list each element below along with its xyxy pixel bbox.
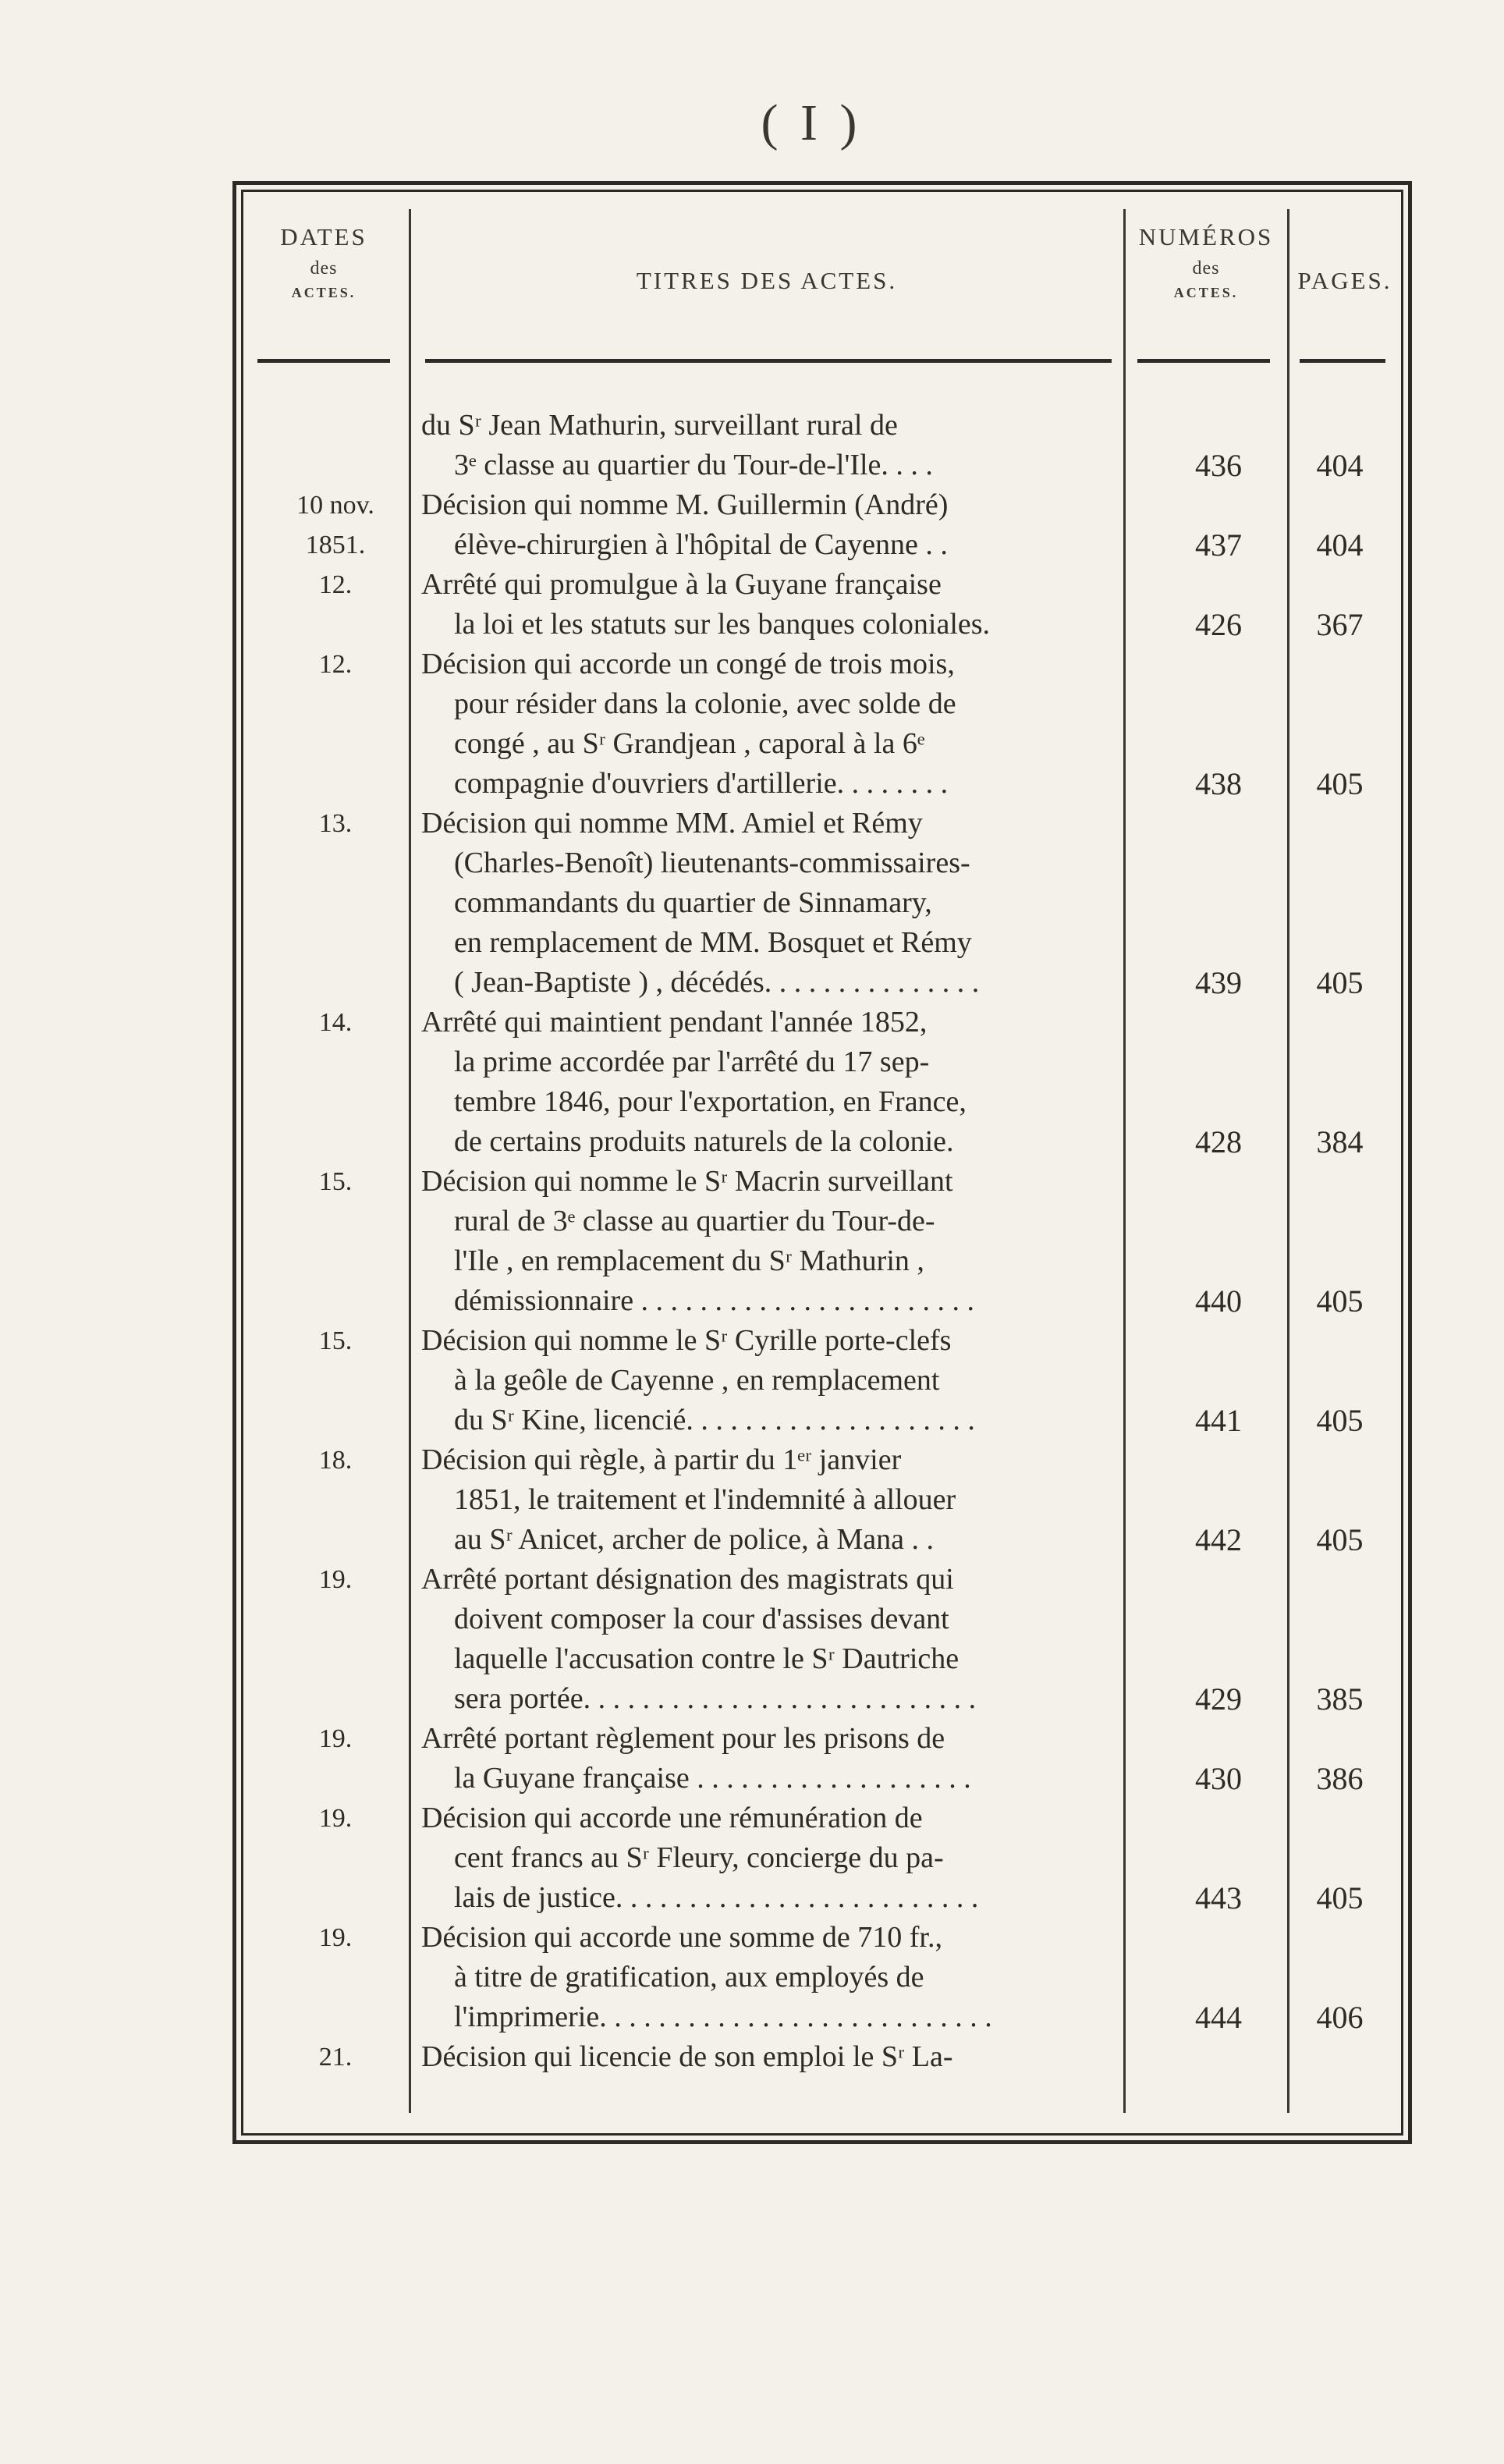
entry-line: [0, 1520, 1504, 1560]
entry-page: 405: [1316, 766, 1364, 801]
table-row: [0, 804, 1504, 1003]
entry-date: 14.: [318, 1008, 353, 1037]
entry-line: [0, 1003, 1504, 1042]
entry-title-text: Décision qui nomme le Sʳ Cyrille porte-clefs: [421, 1324, 952, 1357]
entry-line: [0, 1281, 1504, 1321]
entry-title-text: (Charles-Benoît) lieutenants-commissaires-: [454, 847, 970, 879]
entry-title-text: l'Ile , en remplacement du Sʳ Mathurin ,: [454, 1244, 924, 1277]
entry-date: 19.: [318, 1724, 353, 1753]
entry-date: 19.: [318, 1565, 353, 1594]
header-numeros-line3: ACTES.: [1173, 284, 1239, 300]
entry-page: 404: [1316, 527, 1364, 563]
entry-title-text: sera portée. . . . . . . . . . . . . . . . . . . . . . . . . . .: [454, 1682, 977, 1715]
entry-date: 13.: [318, 809, 353, 838]
entry-title-text: commandants du quartier de Sinnamary,: [454, 886, 932, 919]
entry-title-text: lais de justice. . . . . . . . . . . . . . . . . . . . . . . . .: [454, 1881, 979, 1914]
entry-title-text: Arrêté qui promulgue à la Guyane française: [421, 568, 942, 601]
entry-line: [0, 525, 1504, 565]
entry-numero: 442: [1195, 1522, 1242, 1557]
header-titles-label: TITRES DES ACTES.: [636, 267, 898, 294]
table-row: [0, 1003, 1504, 1162]
entry-numero: 439: [1195, 965, 1242, 1000]
entry-date: 12.: [318, 650, 353, 679]
entry-line: [0, 1599, 1504, 1639]
entry-line: [0, 485, 1504, 525]
entry-numero: 436: [1195, 448, 1242, 483]
entry-title-text: cent francs au Sʳ Fleury, concierge du pa-: [454, 1841, 944, 1874]
entry-title-text: en remplacement de MM. Bosquet et Rémy: [454, 926, 972, 959]
entry-title-text: démissionnaire . . . . . . . . . . . . . . . . . . . . . . .: [454, 1284, 975, 1317]
entry-title-text: du Sʳ Kine, licencié. . . . . . . . . . . . . . . . . . . .: [454, 1404, 975, 1436]
entry-title-text: à la geôle de Cayenne , en remplacement: [454, 1364, 940, 1397]
entry-title-text: 1851, le traitement et l'indemnité à allouer: [454, 1483, 956, 1516]
entry-line: [0, 1042, 1504, 1082]
entry-line: [0, 2037, 1504, 2077]
header-dates-line3: ACTES.: [291, 284, 356, 300]
entry-title-text: Décision qui licencie de son emploi le Sʳ La-: [421, 2040, 953, 2073]
entry-line: [0, 1679, 1504, 1719]
entry-title-text: Décision qui accorde une somme de 710 fr.,: [421, 1921, 942, 1954]
entry-title-text: l'imprimerie. . . . . . . . . . . . . . . . . . . . . . . . . . .: [454, 2001, 992, 2033]
entry-line: [0, 446, 1504, 485]
entry-line: [0, 764, 1504, 804]
entry-line: [0, 1480, 1504, 1520]
entry-title-text: Décision qui accorde une rémunération de: [421, 1802, 923, 1834]
entry-numero: 443: [1195, 1880, 1242, 1915]
page-number: ( I ): [761, 94, 862, 151]
header-pages-label: PAGES.: [1297, 267, 1392, 294]
entry-numero: 426: [1195, 607, 1242, 642]
entry-title-text: laquelle l'accusation contre le Sʳ Dautriche: [454, 1642, 960, 1675]
table-row: [0, 1798, 1504, 1918]
header-titles: [412, 264, 1122, 299]
entry-title-text: Arrêté portant règlement pour les prisons de: [421, 1722, 945, 1755]
entry-line: [0, 1878, 1504, 1918]
entry-title-text: au Sʳ Anicet, archer de police, à Mana . .: [454, 1523, 934, 1556]
entry-title-text: Décision qui nomme M. Guillermin (André): [421, 488, 949, 521]
entries-list: [0, 406, 1504, 2077]
entry-page: 384: [1316, 1124, 1364, 1159]
entry-page: 406: [1316, 2000, 1364, 2035]
header-dates-line2: des: [310, 257, 338, 279]
entry-title-text: la Guyane française . . . . . . . . . . . . . . . . . . .: [454, 1762, 971, 1795]
entry-page: 385: [1316, 1681, 1364, 1717]
entry-numero: 430: [1195, 1761, 1242, 1796]
entry-title-text: Décision qui règle, à partir du 1ᵉʳ janvier: [421, 1443, 902, 1476]
entry-page: 405: [1316, 965, 1364, 1000]
entry-title-text: la prime accordée par l'arrêté du 17 sep-: [454, 1046, 930, 1078]
header-rule-pages: [1300, 359, 1385, 363]
entry-line: [0, 1918, 1504, 1958]
entry-numero: 440: [1195, 1283, 1242, 1319]
entry-date: 1851.: [305, 531, 366, 559]
entry-title-text: la loi et les statuts sur les banques coloniales.: [454, 608, 991, 641]
table-row: [0, 1440, 1504, 1560]
entry-title-text: Décision qui nomme MM. Amiel et Rémy: [421, 807, 923, 840]
entry-title-text: Arrêté qui maintient pendant l'année 1852,: [421, 1006, 928, 1039]
entry-title-text: Arrêté portant désignation des magistrats qui: [421, 1563, 954, 1596]
header-rule-numeros: [1137, 359, 1270, 363]
header-numeros-line1: NUMÉROS: [1138, 223, 1274, 250]
header-dates: [242, 220, 406, 303]
entry-line: [0, 605, 1504, 644]
header-pages: [1290, 264, 1399, 299]
entry-title-text: compagnie d'ouvriers d'artillerie. . . . . . . .: [454, 767, 949, 800]
entry-line: [0, 1321, 1504, 1361]
entry-title-text: pour résider dans la colonie, avec solde de: [454, 687, 956, 720]
header-rule-dates: [257, 359, 390, 363]
entry-line: [0, 1798, 1504, 1838]
entry-line: [0, 1162, 1504, 1202]
entry-title-text: Décision qui accorde un congé de trois mois,: [421, 648, 955, 680]
entry-line: [0, 1759, 1504, 1798]
entry-numero: 438: [1195, 766, 1242, 801]
table-row: [0, 1560, 1504, 1719]
entry-line: [0, 406, 1504, 446]
entry-date: 12.: [318, 570, 353, 599]
entry-date: 18.: [318, 1446, 353, 1475]
entry-page: 405: [1316, 1403, 1364, 1438]
table-row: [0, 565, 1504, 644]
table-row: [0, 1918, 1504, 2037]
entry-numero: 441: [1195, 1403, 1242, 1438]
entry-title-text: Décision qui nomme le Sʳ Macrin surveillant: [421, 1165, 953, 1198]
entry-line: [0, 1241, 1504, 1281]
entry-line: [0, 804, 1504, 843]
table-row: [0, 485, 1504, 565]
entry-line: [0, 883, 1504, 923]
entry-page: 405: [1316, 1283, 1364, 1319]
entry-line: [0, 923, 1504, 963]
entry-line: [0, 1082, 1504, 1122]
entry-line: [0, 1997, 1504, 2037]
entry-title-text: tembre 1846, pour l'exportation, en France,: [454, 1085, 967, 1118]
table-row: [0, 406, 1504, 485]
table-row: [0, 644, 1504, 804]
entry-date: 19.: [318, 1923, 353, 1952]
entry-line: [0, 565, 1504, 605]
entry-title-text: congé , au Sʳ Grandjean , caporal à la 6ᵉ: [454, 727, 925, 760]
entry-line: [0, 1361, 1504, 1401]
entry-date: 19.: [318, 1804, 353, 1833]
entry-line: [0, 684, 1504, 724]
entry-date: 15.: [318, 1167, 353, 1196]
entry-page: 405: [1316, 1880, 1364, 1915]
header-rule-titles: [425, 359, 1112, 363]
table-row: [0, 1719, 1504, 1798]
entry-title-text: élève-chirurgien à l'hôpital de Cayenne . .: [454, 528, 948, 561]
entry-title-text: doivent composer la cour d'assises devant: [454, 1603, 949, 1635]
entry-title-text: rural de 3ᵉ classe au quartier du Tour-de-: [454, 1205, 935, 1237]
entry-line: [0, 644, 1504, 684]
entry-line: [0, 1401, 1504, 1440]
header-dates-line1: DATES: [280, 223, 367, 250]
entry-title-text: 3ᵉ classe au quartier du Tour-de-l'Ile. . . .: [454, 449, 933, 481]
entry-numero: 437: [1195, 527, 1242, 563]
entry-numero: 428: [1195, 1124, 1242, 1159]
entry-date: 15.: [318, 1326, 353, 1355]
entry-page: 405: [1316, 1522, 1364, 1557]
entry-numero: 444: [1195, 2000, 1242, 2035]
table-row: [0, 1162, 1504, 1321]
entry-line: [0, 1440, 1504, 1480]
entry-title-text: ( Jean-Baptiste ) , décédés. . . . . . . . . . . . . . .: [454, 966, 980, 999]
entry-line: [0, 1719, 1504, 1759]
entry-line: [0, 843, 1504, 883]
header-numeros-line2: des: [1192, 257, 1220, 279]
entry-title-text: à titre de gratification, aux employés de: [454, 1961, 924, 1994]
entry-line: [0, 1838, 1504, 1878]
entry-page: 404: [1316, 448, 1364, 483]
entry-page: 367: [1316, 607, 1364, 642]
entry-line: [0, 963, 1504, 1003]
entry-line: [0, 1958, 1504, 1997]
entry-title-text: de certains produits naturels de la colonie.: [454, 1125, 954, 1158]
entry-line: [0, 1639, 1504, 1679]
entry-line: [0, 1202, 1504, 1241]
table-row: [0, 1321, 1504, 1440]
entry-date: 10 nov.: [296, 491, 374, 520]
table-row: [0, 2037, 1504, 2077]
entry-title-text: du Sʳ Jean Mathurin, surveillant rural de: [421, 409, 898, 442]
entry-numero: 429: [1195, 1681, 1242, 1717]
entry-date: 21.: [318, 2043, 353, 2072]
entry-line: [0, 1560, 1504, 1599]
entry-page: 386: [1316, 1761, 1364, 1796]
entry-line: [0, 1122, 1504, 1162]
header-numeros: [1126, 220, 1286, 303]
entry-line: [0, 724, 1504, 764]
